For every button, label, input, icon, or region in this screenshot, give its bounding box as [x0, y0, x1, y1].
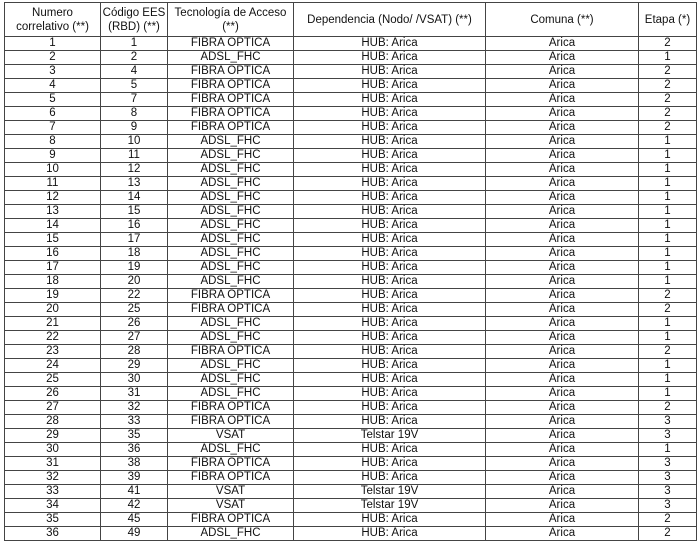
table-row	[5, 317, 697, 331]
cell-comuna: Arica	[486, 471, 639, 485]
cell-dependencia: HUB: Arica	[294, 457, 486, 471]
cell-etapa: 3	[639, 485, 697, 499]
cell-comuna: Arica	[486, 387, 639, 401]
table-row	[5, 149, 697, 163]
cell-dependencia: HUB: Arica	[294, 373, 486, 387]
cell-tecnologia: VSAT	[168, 485, 294, 499]
cell-comuna: Arica	[486, 65, 639, 79]
table-row	[5, 275, 697, 289]
cell-codigo-ees: 1	[101, 37, 168, 51]
cell-numero-correlativo: 1	[5, 37, 101, 51]
cell-codigo-ees: 42	[101, 499, 168, 513]
cell-etapa: 1	[639, 135, 697, 149]
cell-numero-correlativo: 9	[5, 149, 101, 163]
cell-tecnologia: ADSL_FHC	[168, 261, 294, 275]
cell-codigo-ees: 20	[101, 275, 168, 289]
cell-dependencia: HUB: Arica	[294, 79, 486, 93]
table-row	[5, 457, 697, 471]
table-row	[5, 247, 697, 261]
table-row	[5, 37, 697, 51]
table-row	[5, 121, 697, 135]
cell-etapa: 1	[639, 51, 697, 65]
table-row	[5, 289, 697, 303]
cell-etapa: 3	[639, 415, 697, 429]
cell-codigo-ees: 9	[101, 121, 168, 135]
cell-codigo-ees: 10	[101, 135, 168, 149]
cell-tecnologia: FIBRA ÓPTICA	[168, 121, 294, 135]
cell-tecnologia: ADSL_FHC	[168, 317, 294, 331]
cell-numero-correlativo: 15	[5, 233, 101, 247]
cell-numero-correlativo: 16	[5, 247, 101, 261]
cell-comuna: Arica	[486, 79, 639, 93]
cell-tecnologia: FIBRA ÓPTICA	[168, 93, 294, 107]
cell-dependencia: HUB: Arica	[294, 191, 486, 205]
cell-comuna: Arica	[486, 247, 639, 261]
cell-codigo-ees: 28	[101, 345, 168, 359]
cell-etapa: 3	[639, 429, 697, 443]
table-row	[5, 177, 697, 191]
table-row	[5, 65, 697, 79]
cell-tecnologia: ADSL_FHC	[168, 163, 294, 177]
cell-dependencia: HUB: Arica	[294, 359, 486, 373]
cell-etapa: 2	[639, 303, 697, 317]
cell-dependencia: HUB: Arica	[294, 149, 486, 163]
cell-codigo-ees: 16	[101, 219, 168, 233]
cell-tecnologia: VSAT	[168, 429, 294, 443]
cell-numero-correlativo: 23	[5, 345, 101, 359]
cell-comuna: Arica	[486, 191, 639, 205]
cell-numero-correlativo: 5	[5, 93, 101, 107]
cell-tecnologia: FIBRA ÓPTICA	[168, 345, 294, 359]
cell-etapa: 1	[639, 163, 697, 177]
table-row	[5, 359, 697, 373]
cell-dependencia: Telstar 19V	[294, 485, 486, 499]
cell-etapa: 1	[639, 219, 697, 233]
cell-etapa: 1	[639, 331, 697, 345]
table-row	[5, 513, 697, 527]
cell-numero-correlativo: 14	[5, 219, 101, 233]
cell-codigo-ees: 5	[101, 79, 168, 93]
cell-comuna: Arica	[486, 51, 639, 65]
cell-numero-correlativo: 31	[5, 457, 101, 471]
cell-numero-correlativo: 11	[5, 177, 101, 191]
cell-dependencia: HUB: Arica	[294, 37, 486, 51]
cell-numero-correlativo: 24	[5, 359, 101, 373]
cell-etapa: 1	[639, 373, 697, 387]
cell-numero-correlativo: 30	[5, 443, 101, 457]
cell-numero-correlativo: 7	[5, 121, 101, 135]
cell-numero-correlativo: 35	[5, 513, 101, 527]
cell-numero-correlativo: 8	[5, 135, 101, 149]
cell-codigo-ees: 29	[101, 359, 168, 373]
cell-codigo-ees: 45	[101, 513, 168, 527]
table-row	[5, 205, 697, 219]
cell-tecnologia: FIBRA ÓPTICA	[168, 457, 294, 471]
cell-numero-correlativo: 17	[5, 261, 101, 275]
table-row	[5, 429, 697, 443]
cell-tecnologia: ADSL_FHC	[168, 373, 294, 387]
cell-comuna: Arica	[486, 219, 639, 233]
table-body	[5, 37, 697, 541]
cell-numero-correlativo: 34	[5, 499, 101, 513]
cell-etapa: 1	[639, 247, 697, 261]
table-row	[5, 163, 697, 177]
cell-etapa: 2	[639, 401, 697, 415]
cell-numero-correlativo: 22	[5, 331, 101, 345]
cell-tecnologia: ADSL_FHC	[168, 247, 294, 261]
cell-numero-correlativo: 33	[5, 485, 101, 499]
cell-comuna: Arica	[486, 233, 639, 247]
cell-dependencia: HUB: Arica	[294, 401, 486, 415]
table-row	[5, 401, 697, 415]
cell-tecnologia: ADSL_FHC	[168, 149, 294, 163]
cell-etapa: 1	[639, 443, 697, 457]
table-row	[5, 107, 697, 121]
cell-etapa: 2	[639, 93, 697, 107]
table-row	[5, 443, 697, 457]
cell-tecnologia: VSAT	[168, 499, 294, 513]
cell-codigo-ees: 49	[101, 527, 168, 541]
cell-codigo-ees: 25	[101, 303, 168, 317]
cell-dependencia: HUB: Arica	[294, 387, 486, 401]
cell-tecnologia: FIBRA ÓPTICA	[168, 415, 294, 429]
cell-dependencia: HUB: Arica	[294, 261, 486, 275]
cell-numero-correlativo: 18	[5, 275, 101, 289]
cell-tecnologia: FIBRA ÓPTICA	[168, 65, 294, 79]
cell-numero-correlativo: 25	[5, 373, 101, 387]
cell-numero-correlativo: 12	[5, 191, 101, 205]
header-tecnologia-acceso: Tecnología de Acceso (**)	[168, 3, 294, 37]
cell-etapa: 3	[639, 457, 697, 471]
cell-dependencia: HUB: Arica	[294, 513, 486, 527]
cell-tecnologia: FIBRA ÓPTICA	[168, 513, 294, 527]
table-row	[5, 345, 697, 359]
header-dependencia: Dependencia (Nodo/ /VSAT) (**)	[294, 3, 486, 37]
cell-comuna: Arica	[486, 443, 639, 457]
cell-etapa: 2	[639, 37, 697, 51]
table-header-row	[5, 3, 697, 37]
cell-etapa: 1	[639, 387, 697, 401]
cell-codigo-ees: 12	[101, 163, 168, 177]
table-row	[5, 93, 697, 107]
cell-comuna: Arica	[486, 331, 639, 345]
cell-comuna: Arica	[486, 457, 639, 471]
cell-tecnologia: ADSL_FHC	[168, 205, 294, 219]
cell-numero-correlativo: 10	[5, 163, 101, 177]
cell-comuna: Arica	[486, 527, 639, 541]
cell-comuna: Arica	[486, 359, 639, 373]
cell-dependencia: HUB: Arica	[294, 275, 486, 289]
cell-dependencia: HUB: Arica	[294, 317, 486, 331]
cell-numero-correlativo: 13	[5, 205, 101, 219]
cell-dependencia: HUB: Arica	[294, 51, 486, 65]
cell-codigo-ees: 33	[101, 415, 168, 429]
cell-dependencia: Telstar 19V	[294, 429, 486, 443]
cell-tecnologia: FIBRA ÓPTICA	[168, 107, 294, 121]
cell-comuna: Arica	[486, 93, 639, 107]
cell-codigo-ees: 22	[101, 289, 168, 303]
cell-dependencia: HUB: Arica	[294, 93, 486, 107]
cell-numero-correlativo: 27	[5, 401, 101, 415]
cell-comuna: Arica	[486, 205, 639, 219]
cell-etapa: 1	[639, 233, 697, 247]
cell-etapa: 2	[639, 65, 697, 79]
cell-dependencia: HUB: Arica	[294, 331, 486, 345]
cell-dependencia: Telstar 19V	[294, 499, 486, 513]
cell-dependencia: HUB: Arica	[294, 107, 486, 121]
cell-comuna: Arica	[486, 163, 639, 177]
cell-dependencia: HUB: Arica	[294, 121, 486, 135]
cell-tecnologia: FIBRA ÓPTICA	[168, 37, 294, 51]
cell-tecnologia: ADSL_FHC	[168, 387, 294, 401]
cell-tecnologia: ADSL_FHC	[168, 275, 294, 289]
cell-codigo-ees: 11	[101, 149, 168, 163]
cell-numero-correlativo: 28	[5, 415, 101, 429]
cell-comuna: Arica	[486, 37, 639, 51]
cell-etapa: 2	[639, 79, 697, 93]
cell-tecnologia: ADSL_FHC	[168, 51, 294, 65]
table-row	[5, 373, 697, 387]
cell-codigo-ees: 36	[101, 443, 168, 457]
cell-numero-correlativo: 19	[5, 289, 101, 303]
table-row	[5, 51, 697, 65]
cell-etapa: 2	[639, 289, 697, 303]
cell-tecnologia: FIBRA ÓPTICA	[168, 303, 294, 317]
cell-etapa: 3	[639, 499, 697, 513]
cell-dependencia: HUB: Arica	[294, 233, 486, 247]
cell-comuna: Arica	[486, 429, 639, 443]
cell-dependencia: HUB: Arica	[294, 177, 486, 191]
cell-codigo-ees: 18	[101, 247, 168, 261]
cell-comuna: Arica	[486, 149, 639, 163]
cell-numero-correlativo: 2	[5, 51, 101, 65]
cell-tecnologia: ADSL_FHC	[168, 219, 294, 233]
table-row	[5, 135, 697, 149]
cell-tecnologia: ADSL_FHC	[168, 527, 294, 541]
header-comuna: Comuna (**)	[486, 3, 639, 37]
cell-comuna: Arica	[486, 177, 639, 191]
cell-codigo-ees: 15	[101, 205, 168, 219]
cell-codigo-ees: 17	[101, 233, 168, 247]
cell-numero-correlativo: 3	[5, 65, 101, 79]
table-row	[5, 331, 697, 345]
cell-dependencia: HUB: Arica	[294, 471, 486, 485]
header-codigo-ees: Código EES (RBD) (**)	[101, 3, 168, 37]
cell-dependencia: HUB: Arica	[294, 247, 486, 261]
cell-numero-correlativo: 26	[5, 387, 101, 401]
cell-codigo-ees: 4	[101, 65, 168, 79]
cell-numero-correlativo: 20	[5, 303, 101, 317]
cell-dependencia: HUB: Arica	[294, 219, 486, 233]
cell-tecnologia: ADSL_FHC	[168, 177, 294, 191]
cell-tecnologia: ADSL_FHC	[168, 191, 294, 205]
cell-comuna: Arica	[486, 401, 639, 415]
cell-etapa: 2	[639, 513, 697, 527]
cell-tecnologia: FIBRA ÓPTICA	[168, 471, 294, 485]
table-row	[5, 261, 697, 275]
cell-numero-correlativo: 36	[5, 527, 101, 541]
cell-dependencia: HUB: Arica	[294, 205, 486, 219]
table-row	[5, 499, 697, 513]
cell-etapa: 2	[639, 107, 697, 121]
cell-comuna: Arica	[486, 373, 639, 387]
cell-dependencia: HUB: Arica	[294, 345, 486, 359]
table-row	[5, 219, 697, 233]
header-numero-correlativo: Numero correlativo (**)	[5, 3, 101, 37]
cell-numero-correlativo: 32	[5, 471, 101, 485]
cell-comuna: Arica	[486, 303, 639, 317]
cell-etapa: 1	[639, 149, 697, 163]
table-row	[5, 485, 697, 499]
cell-etapa: 1	[639, 317, 697, 331]
cell-comuna: Arica	[486, 513, 639, 527]
cell-comuna: Arica	[486, 415, 639, 429]
cell-comuna: Arica	[486, 107, 639, 121]
table-row	[5, 79, 697, 93]
cell-dependencia: HUB: Arica	[294, 289, 486, 303]
cell-etapa: 2	[639, 121, 697, 135]
cell-comuna: Arica	[486, 261, 639, 275]
cell-numero-correlativo: 6	[5, 107, 101, 121]
cell-codigo-ees: 19	[101, 261, 168, 275]
cell-dependencia: HUB: Arica	[294, 527, 486, 541]
cell-codigo-ees: 27	[101, 331, 168, 345]
cell-codigo-ees: 39	[101, 471, 168, 485]
cell-numero-correlativo: 4	[5, 79, 101, 93]
cell-etapa: 1	[639, 359, 697, 373]
cell-numero-correlativo: 21	[5, 317, 101, 331]
cell-codigo-ees: 31	[101, 387, 168, 401]
cell-tecnologia: ADSL_FHC	[168, 359, 294, 373]
cell-codigo-ees: 2	[101, 51, 168, 65]
cell-tecnologia: ADSL_FHC	[168, 331, 294, 345]
table-row	[5, 471, 697, 485]
cell-codigo-ees: 8	[101, 107, 168, 121]
cell-codigo-ees: 14	[101, 191, 168, 205]
cell-comuna: Arica	[486, 345, 639, 359]
cell-comuna: Arica	[486, 499, 639, 513]
cell-tecnologia: FIBRA ÓPTICA	[168, 289, 294, 303]
cell-dependencia: HUB: Arica	[294, 163, 486, 177]
cell-etapa: 1	[639, 275, 697, 289]
cell-tecnologia: ADSL_FHC	[168, 135, 294, 149]
cell-dependencia: HUB: Arica	[294, 443, 486, 457]
cell-numero-correlativo: 29	[5, 429, 101, 443]
cell-etapa: 2	[639, 345, 697, 359]
table-row	[5, 387, 697, 401]
table-row	[5, 303, 697, 317]
cell-codigo-ees: 30	[101, 373, 168, 387]
cell-codigo-ees: 35	[101, 429, 168, 443]
cell-tecnologia: ADSL_FHC	[168, 233, 294, 247]
cell-etapa: 1	[639, 177, 697, 191]
cell-codigo-ees: 32	[101, 401, 168, 415]
table-row	[5, 233, 697, 247]
cell-dependencia: HUB: Arica	[294, 303, 486, 317]
cell-comuna: Arica	[486, 317, 639, 331]
cell-comuna: Arica	[486, 289, 639, 303]
cell-comuna: Arica	[486, 485, 639, 499]
table-row	[5, 415, 697, 429]
cell-etapa: 3	[639, 471, 697, 485]
table-row	[5, 191, 697, 205]
cell-dependencia: HUB: Arica	[294, 415, 486, 429]
cell-tecnologia: ADSL_FHC	[168, 443, 294, 457]
cell-comuna: Arica	[486, 135, 639, 149]
schools-connectivity-table	[4, 2, 697, 541]
cell-comuna: Arica	[486, 275, 639, 289]
cell-codigo-ees: 38	[101, 457, 168, 471]
cell-codigo-ees: 41	[101, 485, 168, 499]
cell-dependencia: HUB: Arica	[294, 65, 486, 79]
cell-comuna: Arica	[486, 121, 639, 135]
cell-etapa: 1	[639, 261, 697, 275]
cell-etapa: 1	[639, 205, 697, 219]
cell-dependencia: HUB: Arica	[294, 135, 486, 149]
header-etapa: Etapa (*)	[639, 3, 697, 37]
cell-codigo-ees: 26	[101, 317, 168, 331]
cell-tecnologia: FIBRA ÓPTICA	[168, 79, 294, 93]
table-row	[5, 527, 697, 541]
cell-codigo-ees: 13	[101, 177, 168, 191]
cell-codigo-ees: 7	[101, 93, 168, 107]
cell-etapa: 1	[639, 191, 697, 205]
cell-tecnologia: FIBRA ÓPTICA	[168, 401, 294, 415]
cell-etapa: 2	[639, 527, 697, 541]
